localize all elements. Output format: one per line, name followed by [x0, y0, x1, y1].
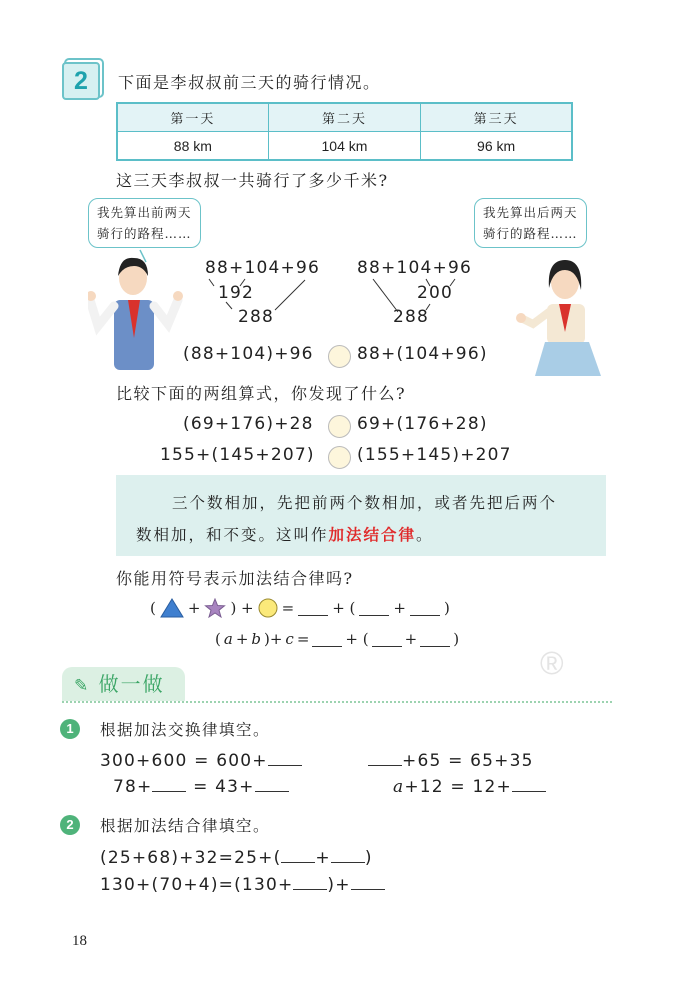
girl-illustration — [515, 248, 610, 376]
paren: ) — [444, 599, 450, 617]
paren: ( — [215, 630, 221, 648]
plus: + — [235, 630, 249, 648]
item-instruction: 根据加法结合律填空。 — [100, 817, 271, 835]
right-calc-partial: 200 — [417, 283, 454, 303]
var-b: b — [251, 630, 261, 648]
table-cell: 104 km — [268, 132, 421, 161]
right-calc-expr: 88+104+96 — [357, 258, 472, 278]
equals: = — [281, 599, 295, 617]
blank[interactable] — [281, 848, 315, 863]
practice-eq — [393, 777, 546, 797]
triangle-icon — [160, 598, 184, 618]
practice-eq — [100, 848, 373, 868]
paren: ) — [453, 630, 460, 648]
rule-text: 数相加，和不变。这叫作 — [136, 526, 329, 544]
var-a: a — [393, 777, 405, 797]
eq-text: + — [315, 848, 331, 868]
boy-illustration — [88, 248, 188, 376]
table-cell: 88 km — [117, 132, 268, 161]
compare-circle[interactable] — [328, 446, 351, 469]
eq-text: 78+ — [113, 777, 153, 797]
blank[interactable] — [512, 777, 546, 792]
symbol-prompt: 你能用符号表示加法结合律吗? — [116, 569, 354, 588]
plus-paren: + ( — [345, 630, 369, 648]
item-number: 2 — [60, 815, 80, 835]
left-calc-partial: 192 — [218, 283, 255, 303]
bubble-line: 我先算出前两天 — [97, 205, 192, 220]
rule-text: 。 — [416, 526, 434, 544]
eq-text: = 43+ — [186, 777, 255, 797]
eq-text: 130+(70+4)=(130+ — [100, 875, 294, 895]
blank[interactable] — [368, 751, 402, 766]
compare-main-left: (88+104)+96 — [183, 344, 314, 364]
var-a: a — [223, 630, 233, 648]
practice-eq — [368, 751, 534, 771]
bubble-line: 我先算出后两天 — [483, 205, 578, 220]
calc-tree-lines — [200, 276, 480, 321]
blank[interactable] — [268, 751, 302, 766]
rule-box — [116, 475, 606, 556]
compare-circle[interactable] — [328, 415, 351, 438]
paren-plus: ) + — [230, 599, 254, 617]
left-calc-total: 288 — [238, 307, 275, 327]
practice-eq — [100, 751, 302, 771]
divider — [62, 701, 612, 703]
eq-text: ) — [364, 848, 373, 868]
blank[interactable] — [312, 632, 342, 647]
blank[interactable] — [152, 777, 186, 792]
eq-text: )+ — [327, 875, 351, 895]
circle-icon — [258, 598, 278, 618]
blank[interactable] — [372, 632, 402, 647]
blank[interactable] — [351, 875, 385, 890]
practice-tab — [62, 667, 185, 701]
symbol-equation — [150, 598, 450, 618]
compare-row-2-left: 155+(145+207) — [160, 445, 315, 465]
blank[interactable] — [293, 875, 327, 890]
bubble-line: 骑行的路程…… — [483, 226, 578, 241]
plus: + — [404, 630, 418, 648]
equals: = — [296, 630, 310, 648]
blank[interactable] — [410, 601, 440, 616]
paren: ( — [150, 599, 156, 617]
rule-line-1: 三个数相加，先把前两个数相加，或者先把后两个 — [172, 494, 558, 512]
rule-line-2 — [136, 523, 434, 545]
table-header: 第二天 — [268, 103, 421, 132]
example-number-badge: 2 — [62, 62, 100, 100]
star-icon — [204, 598, 226, 618]
bubble-line: 骑行的路程…… — [97, 226, 192, 241]
pencil-icon: ✎ — [74, 676, 89, 696]
plus: + — [187, 599, 201, 617]
blank[interactable] — [331, 848, 365, 863]
var-c: c — [285, 630, 294, 648]
item-instruction: 根据加法交换律填空。 — [100, 721, 271, 739]
blank[interactable] — [420, 632, 450, 647]
table-cell: 96 km — [421, 132, 572, 161]
example-intro: 下面是李叔叔前三天的骑行情况。 — [118, 73, 381, 92]
boy-speech-bubble — [88, 198, 201, 248]
blank[interactable] — [298, 601, 328, 616]
plus-paren: + ( — [332, 599, 356, 617]
item-number: 1 — [60, 719, 80, 739]
compare-main-right: 88+(104+96) — [357, 344, 488, 364]
example-question: 这三天李叔叔一共骑行了多少千米? — [116, 171, 389, 190]
practice-eq — [100, 875, 385, 895]
page-number: 18 — [72, 933, 87, 949]
practice-title: 做一做 — [98, 672, 165, 696]
practice-eq — [113, 777, 289, 797]
table-header: 第一天 — [117, 103, 268, 132]
compare-prompt: 比较下面的两组算式，你发现了什么? — [116, 384, 407, 403]
eq-text: +12 = 12+ — [404, 777, 512, 797]
letter-equation — [215, 630, 459, 648]
eq-text: +65 = 65+35 — [402, 751, 534, 771]
blank[interactable] — [359, 601, 389, 616]
compare-row-1-right: 69+(176+28) — [357, 414, 488, 434]
left-calc-expr: 88+104+96 — [205, 258, 320, 278]
right-calc-total: 288 — [393, 307, 430, 327]
eq-text: 300+600 = 600+ — [100, 751, 268, 771]
registered-mark: ® — [540, 645, 564, 681]
eq-text: (25+68)+32=25+( — [100, 848, 282, 868]
paren-plus: )+ — [264, 630, 283, 648]
ride-table — [116, 102, 573, 161]
compare-circle[interactable] — [328, 345, 351, 368]
table-header: 第三天 — [421, 103, 572, 132]
compare-row-1-left: (69+176)+28 — [183, 414, 314, 434]
rule-term: 加法结合律 — [328, 525, 417, 544]
girl-speech-bubble — [474, 198, 587, 248]
compare-row-2-right: (155+145)+207 — [357, 445, 512, 465]
plus: + — [393, 599, 406, 617]
blank[interactable] — [255, 777, 289, 792]
